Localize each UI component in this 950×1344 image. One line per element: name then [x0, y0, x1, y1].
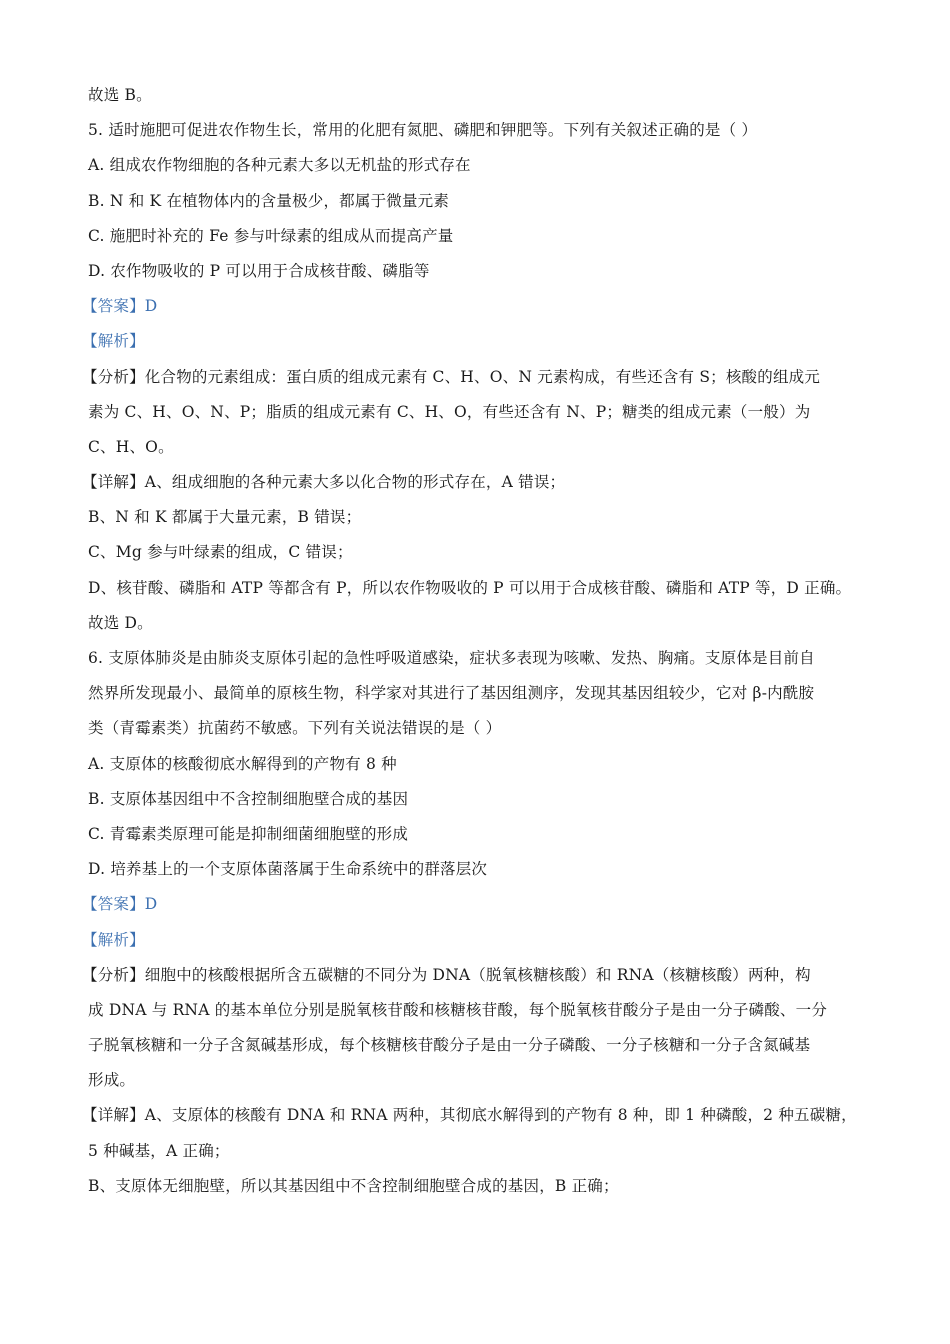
question-5-option-c: C. 施肥时补充的 Fe 参与叶绿素的组成从而提高产量	[88, 226, 454, 245]
question-5-detail-d: D、核苷酸、磷脂和 ATP 等都含有 P，所以农作物吸收的 P 可以用于合成核苷酸、磷脂和 ATP 等，D 正确。	[88, 578, 852, 597]
question-6-analysis-line-4: 形成。	[88, 1071, 136, 1090]
question-6-answer: 【答案】D	[82, 895, 158, 914]
question-5-detail-a: 【详解】A、组成细胞的各种元素大多以化合物的形式存在，A 错误；	[82, 473, 566, 492]
question-6-analysis-heading: 【解析】	[82, 930, 145, 949]
question-5-analysis-line-3: C、H、O。	[88, 437, 174, 456]
question-5-analysis-line-1: 【分析】化合物的元素组成：蛋白质的组成元素有 C、H、O、N 元素构成，有些还含有 S；核酸的组成元	[82, 367, 821, 386]
document-page	[82, 78, 878, 1204]
question-5-detail-c: C、Mg 参与叶绿素的组成，C 错误；	[88, 543, 353, 562]
question-5-conclusion: 故选 D。	[88, 613, 153, 632]
question-6-option-a: A. 支原体的核酸彻底水解得到的产物有 8 种	[88, 754, 397, 773]
question-5-analysis-line-2: 素为 C、H、O、N、P；脂质的组成元素有 C、H、O，有些还含有 N、P；糖类的组成元素（一般）为	[88, 402, 811, 421]
question-5-option-d: D. 农作物吸收的 P 可以用于合成核苷酸、磷脂等	[88, 261, 430, 280]
question-6-stem-line-2: 然界所发现最小、最简单的原核生物，科学家对其进行了基因组测序，发现其基因组较少，它对 β-内酰胺	[88, 684, 815, 703]
question-6-detail-a-line-2: 5 种碱基，A 正确；	[88, 1141, 230, 1160]
question-6-detail-b: B、支原体无细胞壁，所以其基因组中不含控制细胞壁合成的基因，B 正确；	[88, 1176, 619, 1195]
question-5-option-b: B. N 和 K 在植物体内的含量极少，都属于微量元素	[88, 191, 450, 210]
question-5-stem: 5. 适时施肥可促进农作物生长，常用的化肥有氮肥、磷肥和钾肥等。下列有关叙述正确的是（ ）	[88, 121, 758, 140]
question-6-option-c: C. 青霉素类原理可能是抑制细菌细胞壁的形成	[88, 824, 409, 843]
question-6-stem-line-1: 6. 支原体肺炎是由肺炎支原体引起的急性呼吸道感染，症状多表现为咳嗽、发热、胸痛。支原体是目前自	[88, 649, 815, 667]
question-6-option-b: B. 支原体基因组中不含控制细胞壁合成的基因	[88, 789, 409, 808]
question-6-stem-line-3: 类（青霉素类）抗菌药不敏感。下列有关说法错误的是（ ）	[88, 719, 502, 738]
question-6-option-d: D. 培养基上的一个支原体菌落属于生命系统中的群落层次	[88, 860, 488, 879]
question-5-analysis-heading: 【解析】	[82, 332, 145, 351]
question-6-analysis-line-3: 子脱氧核糖和一分子含氮碱基形成，每个核糖核苷酸分子是由一分子磷酸、一分子核糖和一分子含氮碱基	[88, 1036, 811, 1055]
question-6-analysis-line-2: 成 DNA 与 RNA 的基本单位分别是脱氧核苷酸和核糖核苷酸，每个脱氧核苷酸分子是由一分子磷酸、一分	[88, 1000, 828, 1019]
question-6-detail-a-line-1: 【详解】A、支原体的核酸有 DNA 和 RNA 两种，其彻底水解得到的产物有 8 种，即 1 种磷酸，2 种五碳糖，	[82, 1106, 857, 1125]
question-5-detail-b: B、N 和 K 都属于大量元素，B 错误；	[88, 508, 362, 527]
question-5-option-a: A. 组成农作物细胞的各种元素大多以无机盐的形式存在	[88, 156, 471, 175]
question-5-answer: 【答案】D	[82, 297, 158, 316]
text-line-conclusion-b: 故选 B。	[88, 86, 152, 104]
question-6-analysis-line-1: 【分析】细胞中的核酸根据所含五碳糖的不同分为 DNA（脱氧核糖核酸）和 RNA（核糖核酸）两种，构	[82, 965, 811, 984]
